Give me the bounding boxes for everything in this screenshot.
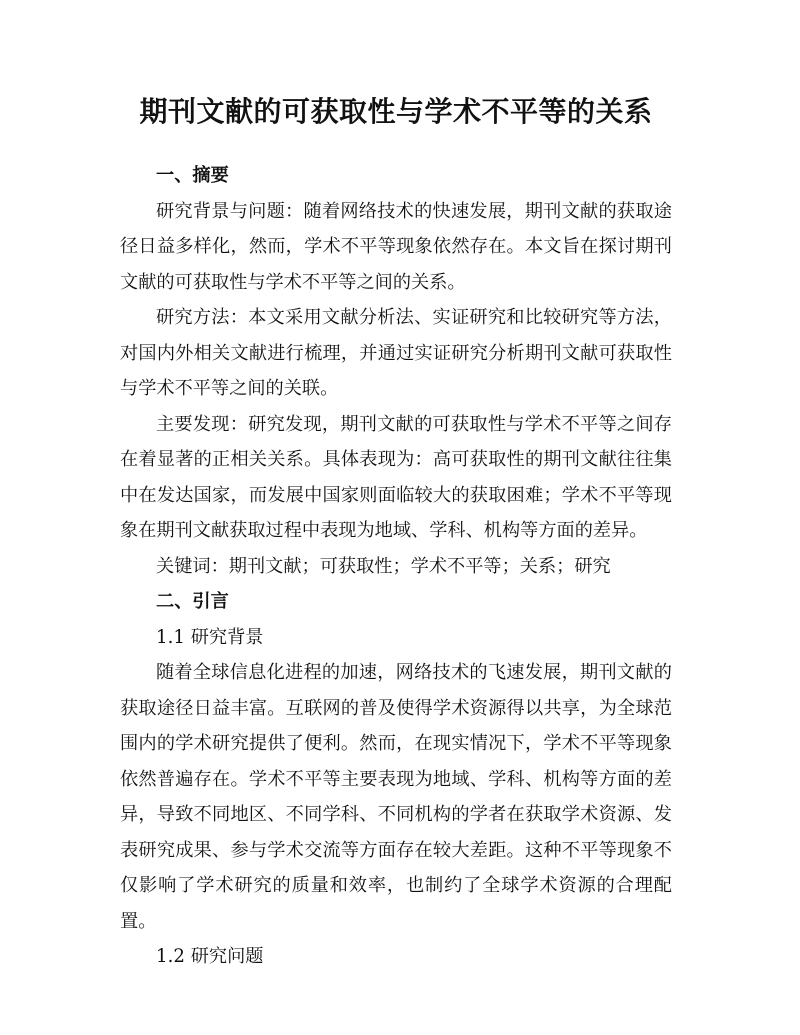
page-title: 期刊文献的可获取性与学术不平等的关系 [139, 95, 653, 128]
abstract-background-paragraph: 研究背景与问题：随着网络技术的快速发展，期刊文献的获取途径日益多样化，然而，学术不平等现象依然存在。本文旨在探讨期刊文献的可获取性与学术不平等之间的关系。 [120, 200, 672, 293]
keywords-line: 关键词：期刊文献；可获取性；学术不平等；关系；研究 [156, 555, 611, 577]
abstract-method-paragraph: 研究方法：本文采用文献分析法、实证研究和比较研究等方法，对国内外相关文献进行梳理，并通过实证研究分析期刊文献可获取性与学术不平等之间的关联。 [120, 307, 672, 399]
subsection-heading-1-2: 1.2 研究问题 [156, 946, 264, 967]
section-heading-introduction: 二、引言 [156, 591, 229, 612]
subsection-heading-1-1: 1.1 研究背景 [156, 626, 264, 648]
section-heading-abstract: 一、摘要 [156, 165, 229, 186]
introduction-paragraph: 随着全球信息化进程的加速，网络技术的飞速发展，期刊文献的获取途径日益丰富。互联网的普及使得学术资源得以共享，为全球范围内的学术研究提供了便利。然而，在现实情况下，学术不平等现象依然普遍存在。学术不平等主要表现为地域、学科、机构等方面的差异，导致不同地区、不同学科、不同机构的学者在获取学术资源、发表研究成果、参与学术交流等方面存在较大差距。这种不平等现象不仅影响了学术研究的质量和效率，也制约了全球学术资源的合理配置。 [120, 662, 672, 932]
abstract-findings-paragraph: 主要发现：研究发现，期刊文献的可获取性与学术不平等之间存在着显著的正相关关系。具体表现为：高可获取性的期刊文献往往集中在发达国家，而发展中国家则面临较大的获取困难；学术不平等现象在期刊文献获取过程中表现为地域、学科、机构等方面的差异。 [120, 413, 672, 541]
